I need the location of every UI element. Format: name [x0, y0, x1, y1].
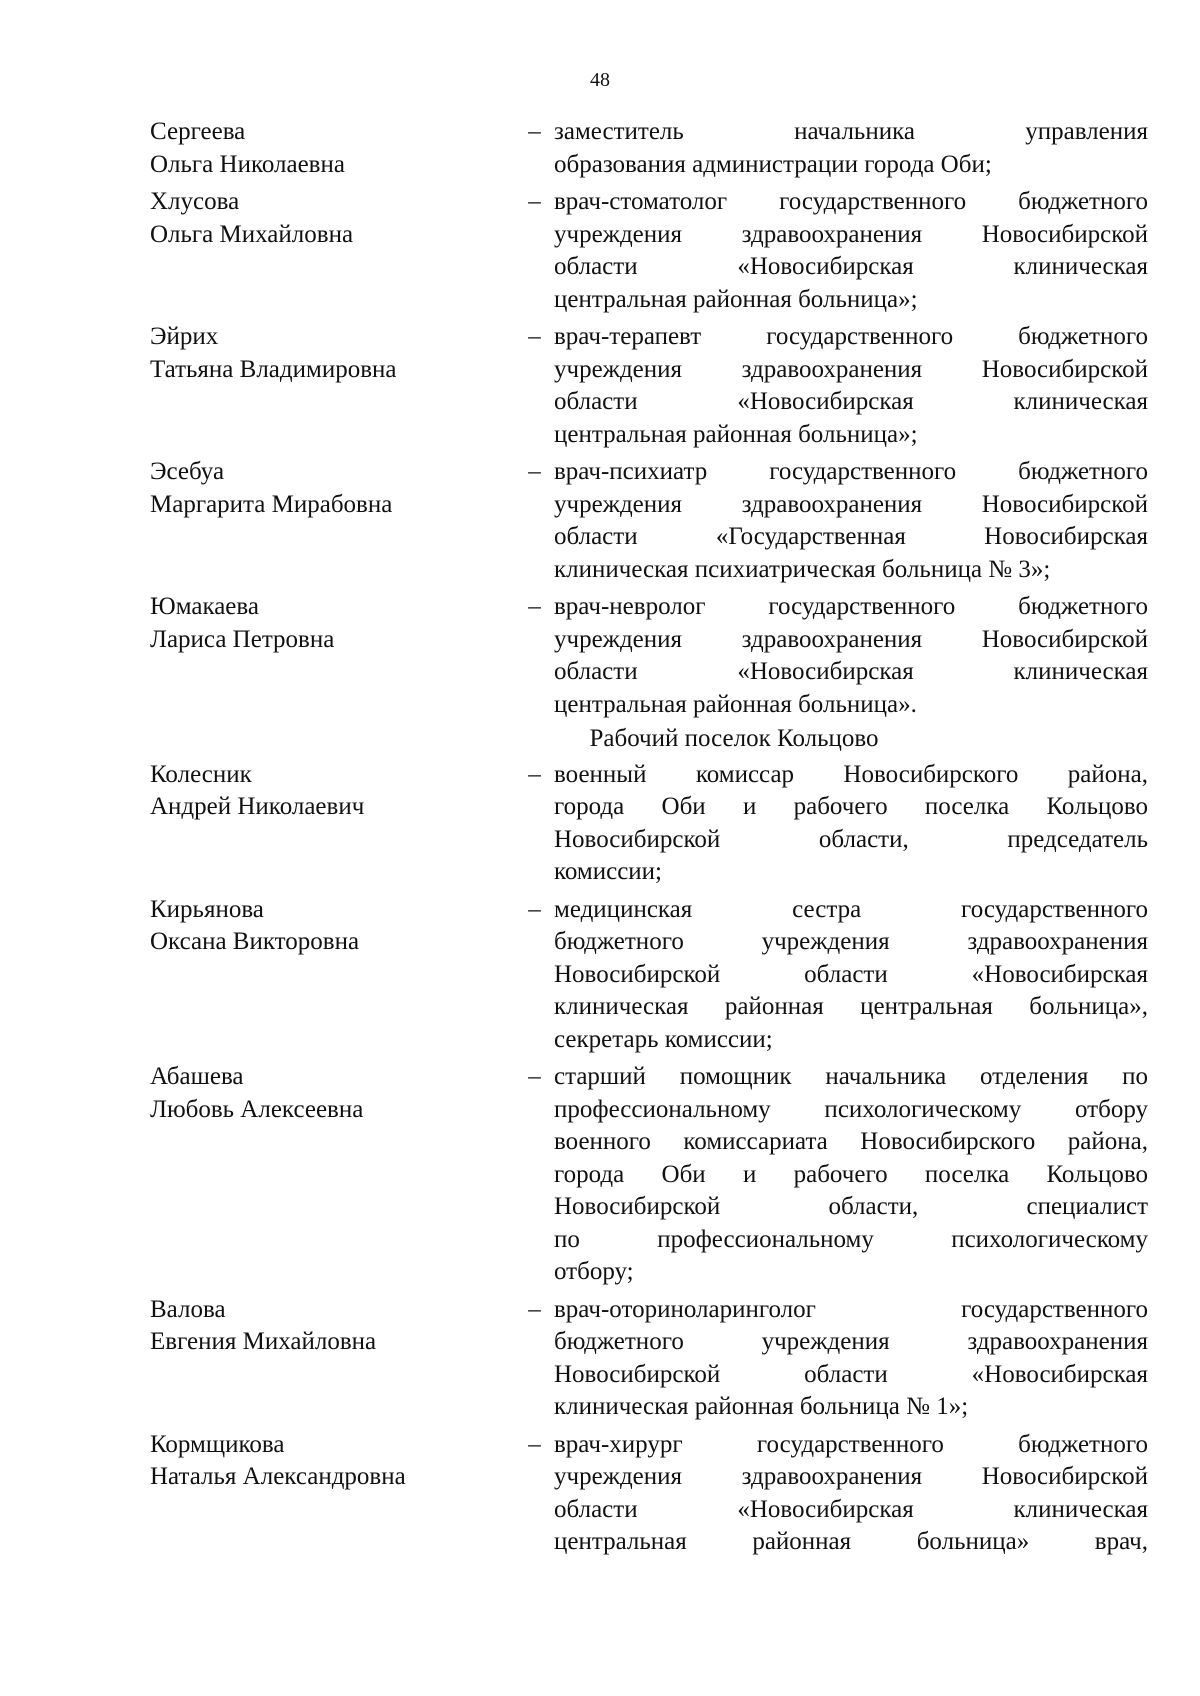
- member-position: [554, 186, 1148, 316]
- position-line: учреждения здравоохранения Новосибирской: [554, 220, 1148, 248]
- section-heading: Рабочий поселок Кольцово: [589, 725, 879, 752]
- member-position: [554, 456, 1148, 586]
- position-line: клиническая психиатрическая больница № 3»;: [554, 555, 1051, 583]
- position-line: области «Новосибирская клиническая: [554, 1495, 1148, 1523]
- member-surname: Колесник: [150, 760, 252, 788]
- position-line: учреждения здравоохранения Новосибирской: [554, 490, 1148, 518]
- member-position: [554, 1429, 1148, 1559]
- dash-separator: –: [528, 593, 541, 620]
- position-line: клиническая районная центральная больница»,: [554, 993, 1148, 1020]
- member-surname: Кирьянова: [150, 895, 264, 923]
- position-line: области «Государственная Новосибирская: [554, 523, 1148, 550]
- member-position: [554, 116, 1148, 181]
- dash-separator: –: [528, 1430, 541, 1458]
- dash-separator: –: [528, 323, 541, 350]
- member-position: [554, 894, 1148, 1057]
- position-line: центральная районная больница».: [554, 690, 917, 718]
- member-entry: [150, 116, 1148, 181]
- position-line: Новосибирской области, председатель: [554, 825, 1148, 853]
- position-line: учреждения здравоохранения Новосибирской: [554, 355, 1148, 383]
- position-line: образования администрации города Оби;: [554, 150, 992, 178]
- page-number: 48: [590, 69, 610, 91]
- position-line: профессиональному психологическому отбору: [554, 1095, 1148, 1123]
- member-given-names: Наталья Александровна: [150, 1463, 406, 1490]
- member-position: [554, 759, 1148, 889]
- dash-separator: –: [528, 1295, 541, 1323]
- member-surname: Юмакаева: [150, 593, 259, 620]
- position-line: города Оби и рабочего поселка Кольцово: [554, 793, 1148, 820]
- member-given-names: Татьяна Владимировна: [150, 355, 397, 383]
- member-entry: [150, 1061, 1148, 1289]
- member-given-names: Андрей Николаевич: [150, 793, 365, 820]
- member-position: [554, 1294, 1148, 1424]
- member-position: [554, 1061, 1148, 1289]
- position-line: секретарь комиссии;: [554, 1025, 773, 1053]
- member-given-names: Маргарита Мирабовна: [150, 490, 393, 518]
- position-line: врач-терапевт государственного бюджетного: [554, 323, 1148, 350]
- position-line: заместитель начальника управления: [554, 118, 1148, 145]
- position-line: отбору;: [554, 1258, 634, 1285]
- member-surname: Кормщикова: [150, 1430, 285, 1458]
- position-line: врач-невролог государственного бюджетного: [554, 593, 1148, 620]
- member-name: [150, 591, 515, 721]
- member-entry: [150, 591, 1148, 721]
- member-position: [554, 591, 1148, 721]
- position-line: врач-хирург государственного бюджетного: [554, 1430, 1148, 1458]
- position-line: комиссии;: [554, 858, 662, 885]
- member-name: [150, 894, 515, 1057]
- position-line: медицинская сестра государственного: [554, 895, 1148, 923]
- member-name: [150, 1061, 515, 1289]
- position-line: Новосибирской области, специалист: [554, 1193, 1148, 1220]
- member-given-names: Любовь Алексеевна: [150, 1095, 364, 1123]
- position-line: военного комиссариата Новосибирского района,: [554, 1128, 1148, 1155]
- position-line: учреждения здравоохранения Новосибирской: [554, 625, 1148, 653]
- position-line: центральная районная больница»;: [554, 420, 918, 448]
- position-line: военный комиссар Новосибирского района,: [554, 760, 1148, 788]
- position-line: Новосибирской области «Новосибирская: [554, 960, 1148, 988]
- member-entry: [150, 1294, 1148, 1424]
- member-name: [150, 116, 515, 181]
- member-entry: [150, 186, 1148, 316]
- position-line: города Оби и рабочего поселка Кольцово: [554, 1160, 1148, 1188]
- member-given-names: Евгения Михайловна: [150, 1328, 377, 1355]
- dash-separator: –: [528, 188, 541, 215]
- member-surname: Эсебуа: [150, 458, 225, 485]
- position-line: области «Новосибирская клиническая: [554, 388, 1148, 415]
- position-line: клиническая районная больница № 1»;: [554, 1393, 969, 1420]
- member-entry: [150, 321, 1148, 451]
- position-line: врач-психиатр государственного бюджетного: [554, 458, 1148, 485]
- member-name: [150, 456, 515, 586]
- member-given-names: Оксана Викторовна: [150, 928, 360, 955]
- position-line: по профессиональному психологическому: [554, 1225, 1148, 1253]
- member-given-names: Ольга Николаевна: [150, 150, 345, 178]
- member-name: [150, 321, 515, 451]
- position-line: Новосибирской области «Новосибирская: [554, 1360, 1148, 1388]
- position-line: области «Новосибирская клиническая: [554, 658, 1148, 685]
- dash-separator: –: [528, 1063, 541, 1090]
- position-line: старший помощник начальника отделения по: [554, 1063, 1148, 1090]
- position-line: врач-стоматолог государственного бюджетного: [554, 188, 1148, 215]
- member-given-names: Лариса Петровна: [150, 625, 335, 653]
- position-line: центральная районная больница» врач,: [554, 1528, 1148, 1555]
- member-entry: [150, 759, 1148, 889]
- member-surname: Сергеева: [150, 118, 246, 145]
- position-line: бюджетного учреждения здравоохранения: [554, 928, 1148, 955]
- member-name: [150, 1429, 515, 1559]
- dash-separator: –: [528, 458, 541, 485]
- position-line: центральная районная больница»;: [554, 285, 918, 313]
- position-line: учреждения здравоохранения Новосибирской: [554, 1463, 1148, 1490]
- member-name: [150, 759, 515, 889]
- member-surname: Абашева: [150, 1063, 244, 1090]
- member-surname: Валова: [150, 1295, 226, 1323]
- position-line: бюджетного учреждения здравоохранения: [554, 1328, 1148, 1355]
- member-list: [150, 116, 1148, 1564]
- member-surname: Хлусова: [150, 188, 240, 215]
- position-line: врач-оториноларинголог государственного: [554, 1295, 1148, 1323]
- dash-separator: –: [528, 760, 541, 788]
- member-name: [150, 186, 515, 316]
- member-entry: [150, 1429, 1148, 1559]
- member-given-names: Ольга Михайловна: [150, 220, 354, 248]
- dash-separator: –: [528, 118, 541, 145]
- member-surname: Эйрих: [150, 323, 219, 350]
- member-name: [150, 1294, 515, 1424]
- member-entry: [150, 456, 1148, 586]
- dash-separator: –: [528, 895, 541, 923]
- member-entry: [150, 894, 1148, 1057]
- position-line: области «Новосибирская клиническая: [554, 253, 1148, 280]
- member-position: [554, 321, 1148, 451]
